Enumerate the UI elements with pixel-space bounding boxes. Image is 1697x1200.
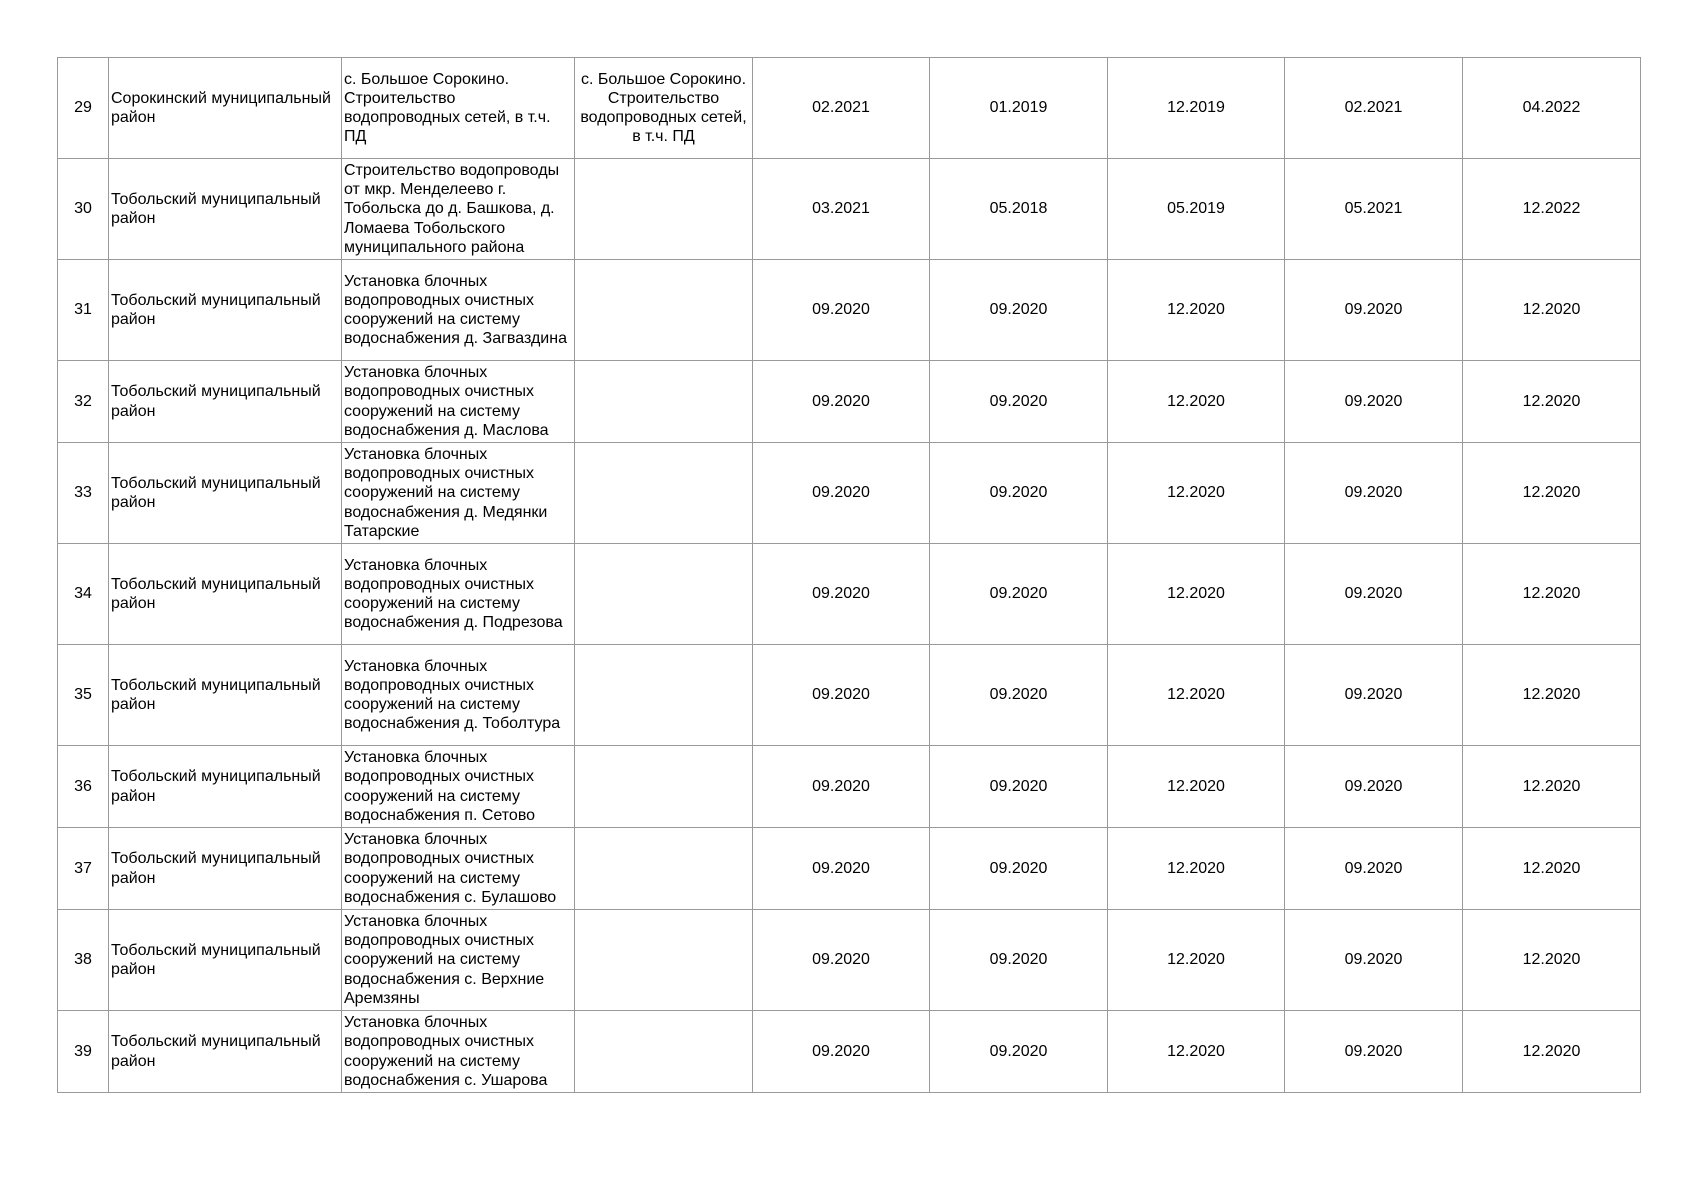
date-cell-3-text: 12.2020	[1167, 301, 1225, 319]
date-cell-4	[1285, 746, 1463, 828]
schedule-table	[57, 57, 1641, 1093]
date-cell-2-text: 09.2020	[989, 777, 1048, 795]
district-cell-text: Тобольский муниципальный район	[111, 291, 321, 328]
date-cell-3	[1108, 159, 1285, 260]
object-cell	[342, 910, 575, 1011]
date-cell-1-text: 03.2021	[812, 200, 870, 218]
date-cell-5	[1463, 361, 1641, 443]
date-cell-1	[753, 443, 930, 544]
date-cell-1	[753, 159, 930, 260]
district-cell	[109, 443, 342, 544]
date-cell-2-text: 09.2020	[989, 301, 1048, 319]
note-cell-text: с. Большое Сорокино. Строительство водопроводных сетей, в т.ч. ПД	[580, 70, 747, 146]
date-cell-3	[1108, 746, 1285, 828]
object-cell	[342, 746, 575, 828]
date-cell-3-text: 12.2019	[1167, 99, 1225, 117]
date-cell-3	[1108, 58, 1285, 159]
date-cell-2-text: 05.2018	[989, 200, 1048, 218]
date-cell-5	[1463, 645, 1641, 746]
date-cell-5-text: 12.2020	[1522, 686, 1581, 704]
row-number-text: 33	[74, 484, 92, 502]
date-cell-4-text: 09.2020	[1344, 585, 1403, 603]
date-cell-4-text: 09.2020	[1344, 686, 1403, 704]
district-cell-text: Тобольский муниципальный район	[111, 850, 321, 887]
date-cell-1	[753, 645, 930, 746]
date-cell-5-text: 12.2020	[1522, 1042, 1581, 1060]
district-cell-text: Тобольский муниципальный район	[111, 941, 321, 978]
object-cell-text: Установка блочных водопроводных очистных сооружений на систему водоснабжения п. Сетово	[344, 749, 536, 824]
date-cell-1-text: 09.2020	[812, 951, 870, 969]
date-cell-3	[1108, 361, 1285, 443]
date-cell-1-text: 09.2020	[812, 859, 870, 877]
date-cell-5	[1463, 443, 1641, 544]
date-cell-5	[1463, 58, 1641, 159]
date-cell-5-text: 12.2020	[1522, 951, 1581, 969]
row-number	[58, 910, 109, 1011]
date-cell-5-text: 12.2020	[1522, 301, 1581, 319]
date-cell-2	[930, 910, 1108, 1011]
date-cell-1-text: 09.2020	[812, 686, 870, 704]
row-number-text: 32	[74, 392, 92, 410]
object-cell-text: Установка блочных водопроводных очистных сооружений на систему водоснабжения д. Загваздина	[344, 272, 567, 348]
object-cell-text: с. Большое Сорокино. Строительство водопроводных сетей, в т.ч. ПД	[344, 70, 551, 146]
date-cell-2	[930, 58, 1108, 159]
date-cell-3	[1108, 260, 1285, 361]
date-cell-2-text: 01.2019	[989, 99, 1048, 117]
date-cell-1	[753, 910, 930, 1011]
date-cell-5	[1463, 159, 1641, 260]
district-cell-text: Тобольский муниципальный район	[111, 1033, 321, 1070]
date-cell-2-text: 09.2020	[989, 392, 1048, 410]
district-cell-text: Тобольский муниципальный район	[111, 474, 321, 511]
date-cell-2	[930, 443, 1108, 544]
note-cell	[575, 746, 753, 828]
date-cell-3	[1108, 828, 1285, 910]
note-cell	[575, 58, 753, 159]
object-cell	[342, 260, 575, 361]
table-row	[58, 910, 1641, 1011]
date-cell-2-text: 09.2020	[989, 686, 1048, 704]
note-cell	[575, 361, 753, 443]
date-cell-3-text: 12.2020	[1167, 686, 1225, 704]
date-cell-5-text: 12.2022	[1522, 200, 1581, 218]
date-cell-2	[930, 361, 1108, 443]
object-cell	[342, 58, 575, 159]
date-cell-1-text: 02.2021	[812, 99, 870, 117]
date-cell-2-text: 09.2020	[989, 484, 1048, 502]
district-cell-text: Тобольский муниципальный район	[111, 383, 321, 420]
row-number-text: 36	[74, 777, 92, 795]
date-cell-5-text: 12.2020	[1522, 392, 1581, 410]
date-cell-1-text: 09.2020	[812, 1042, 870, 1060]
date-cell-5	[1463, 910, 1641, 1011]
district-cell	[109, 260, 342, 361]
date-cell-1	[753, 544, 930, 645]
row-number-text: 39	[74, 1042, 92, 1060]
table-row	[58, 443, 1641, 544]
date-cell-2	[930, 159, 1108, 260]
table-row	[58, 1011, 1641, 1093]
table-row	[58, 645, 1641, 746]
note-cell	[575, 1011, 753, 1093]
row-number-text: 35	[74, 686, 92, 704]
note-cell	[575, 159, 753, 260]
date-cell-1-text: 09.2020	[812, 484, 870, 502]
date-cell-3-text: 12.2020	[1167, 392, 1225, 410]
date-cell-4-text: 09.2020	[1344, 301, 1403, 319]
table-row	[58, 828, 1641, 910]
date-cell-4-text: 09.2020	[1344, 859, 1403, 877]
date-cell-4-text: 05.2021	[1344, 200, 1403, 218]
table-row	[58, 159, 1641, 260]
row-number	[58, 544, 109, 645]
object-cell-text: Установка блочных водопроводных очистных сооружений на систему водоснабжения д. Подрезова	[344, 556, 563, 632]
date-cell-4-text: 09.2020	[1344, 1042, 1403, 1060]
date-cell-5	[1463, 260, 1641, 361]
district-cell	[109, 828, 342, 910]
date-cell-5-text: 04.2022	[1522, 99, 1581, 117]
row-number-text: 38	[74, 951, 92, 969]
date-cell-5-text: 12.2020	[1522, 585, 1581, 603]
district-cell-text: Тобольский муниципальный район	[111, 190, 321, 227]
table-body	[58, 58, 1641, 1093]
note-cell	[575, 645, 753, 746]
date-cell-1-text: 09.2020	[812, 392, 870, 410]
date-cell-1	[753, 260, 930, 361]
date-cell-1	[753, 361, 930, 443]
date-cell-5-text: 12.2020	[1522, 859, 1581, 877]
note-cell	[575, 910, 753, 1011]
district-cell	[109, 746, 342, 828]
date-cell-4-text: 09.2020	[1344, 777, 1403, 795]
date-cell-2	[930, 260, 1108, 361]
date-cell-1-text: 09.2020	[812, 777, 870, 795]
date-cell-3	[1108, 910, 1285, 1011]
object-cell-text: Строительство водопроводы от мкр. Менделеево г. Тобольска до д. Башкова, д. Ломаева Тобольского муниципального района	[344, 161, 560, 256]
district-cell-text: Тобольский муниципальный район	[111, 768, 321, 805]
district-cell-text: Сорокинский муниципальный район	[111, 89, 331, 126]
date-cell-3	[1108, 544, 1285, 645]
date-cell-4	[1285, 645, 1463, 746]
date-cell-5	[1463, 828, 1641, 910]
row-number	[58, 58, 109, 159]
date-cell-4-text: 09.2020	[1344, 951, 1403, 969]
date-cell-4	[1285, 910, 1463, 1011]
date-cell-3	[1108, 443, 1285, 544]
object-cell	[342, 159, 575, 260]
date-cell-3-text: 12.2020	[1167, 951, 1225, 969]
note-cell	[575, 828, 753, 910]
object-cell-text: Установка блочных водопроводных очистных сооружений на систему водоснабжения д. Маслова	[344, 364, 549, 439]
date-cell-3-text: 12.2020	[1167, 777, 1225, 795]
object-cell-text: Установка блочных водопроводных очистных сооружений на систему водоснабжения с. Ушарова	[344, 1014, 548, 1089]
date-cell-2-text: 09.2020	[989, 585, 1048, 603]
district-cell-text: Тобольский муниципальный район	[111, 575, 321, 612]
note-cell	[575, 544, 753, 645]
date-cell-2	[930, 1011, 1108, 1093]
date-cell-4-text: 02.2021	[1344, 99, 1403, 117]
table-row	[58, 361, 1641, 443]
object-cell-text: Установка блочных водопроводных очистных сооружений на систему водоснабжения с. Булашово	[344, 831, 557, 906]
date-cell-4	[1285, 1011, 1463, 1093]
date-cell-2	[930, 828, 1108, 910]
date-cell-3-text: 05.2019	[1167, 200, 1225, 218]
row-number	[58, 645, 109, 746]
date-cell-4	[1285, 58, 1463, 159]
date-cell-1	[753, 1011, 930, 1093]
district-cell	[109, 159, 342, 260]
date-cell-5	[1463, 746, 1641, 828]
row-number	[58, 746, 109, 828]
date-cell-4	[1285, 443, 1463, 544]
date-cell-3-text: 12.2020	[1167, 585, 1225, 603]
district-cell	[109, 1011, 342, 1093]
date-cell-5-text: 12.2020	[1522, 484, 1581, 502]
object-cell	[342, 828, 575, 910]
row-number	[58, 159, 109, 260]
district-cell	[109, 544, 342, 645]
row-number-text: 34	[74, 585, 92, 603]
row-number	[58, 361, 109, 443]
object-cell	[342, 1011, 575, 1093]
object-cell-text: Установка блочных водопроводных очистных сооружений на систему водоснабжения с. Верхние Аремзяны	[344, 912, 545, 1007]
date-cell-4	[1285, 544, 1463, 645]
date-cell-3-text: 12.2020	[1167, 484, 1225, 502]
object-cell	[342, 361, 575, 443]
object-cell	[342, 443, 575, 544]
table-row	[58, 544, 1641, 645]
date-cell-3	[1108, 645, 1285, 746]
row-number	[58, 1011, 109, 1093]
row-number-text: 37	[74, 859, 92, 877]
row-number	[58, 260, 109, 361]
district-cell	[109, 910, 342, 1011]
date-cell-5	[1463, 1011, 1641, 1093]
district-cell	[109, 645, 342, 746]
date-cell-2	[930, 746, 1108, 828]
date-cell-1	[753, 746, 930, 828]
date-cell-1-text: 09.2020	[812, 301, 870, 319]
table-row	[58, 58, 1641, 159]
date-cell-1	[753, 58, 930, 159]
table-row	[58, 746, 1641, 828]
object-cell-text: Установка блочных водопроводных очистных сооружений на систему водоснабжения д. Тоболтура	[344, 657, 561, 733]
date-cell-1-text: 09.2020	[812, 585, 870, 603]
district-cell	[109, 361, 342, 443]
row-number	[58, 443, 109, 544]
table-row	[58, 260, 1641, 361]
date-cell-4	[1285, 828, 1463, 910]
object-cell	[342, 645, 575, 746]
note-cell	[575, 260, 753, 361]
date-cell-5	[1463, 544, 1641, 645]
note-cell	[575, 443, 753, 544]
row-number-text: 31	[74, 301, 92, 319]
date-cell-2-text: 09.2020	[989, 951, 1048, 969]
date-cell-4	[1285, 159, 1463, 260]
date-cell-4-text: 09.2020	[1344, 484, 1403, 502]
date-cell-2-text: 09.2020	[989, 1042, 1048, 1060]
date-cell-2-text: 09.2020	[989, 859, 1048, 877]
date-cell-4	[1285, 260, 1463, 361]
row-number-text: 29	[74, 99, 92, 117]
district-cell	[109, 58, 342, 159]
date-cell-2	[930, 645, 1108, 746]
district-cell-text: Тобольский муниципальный район	[111, 676, 321, 713]
object-cell-text: Установка блочных водопроводных очистных сооружений на систему водоснабжения д. Медянки Татарские	[344, 445, 548, 540]
date-cell-4	[1285, 361, 1463, 443]
row-number	[58, 828, 109, 910]
object-cell	[342, 544, 575, 645]
date-cell-5-text: 12.2020	[1522, 777, 1581, 795]
date-cell-3-text: 12.2020	[1167, 1042, 1225, 1060]
date-cell-3	[1108, 1011, 1285, 1093]
date-cell-3-text: 12.2020	[1167, 859, 1225, 877]
date-cell-1	[753, 828, 930, 910]
date-cell-4-text: 09.2020	[1344, 392, 1403, 410]
date-cell-2	[930, 544, 1108, 645]
row-number-text: 30	[74, 200, 92, 218]
